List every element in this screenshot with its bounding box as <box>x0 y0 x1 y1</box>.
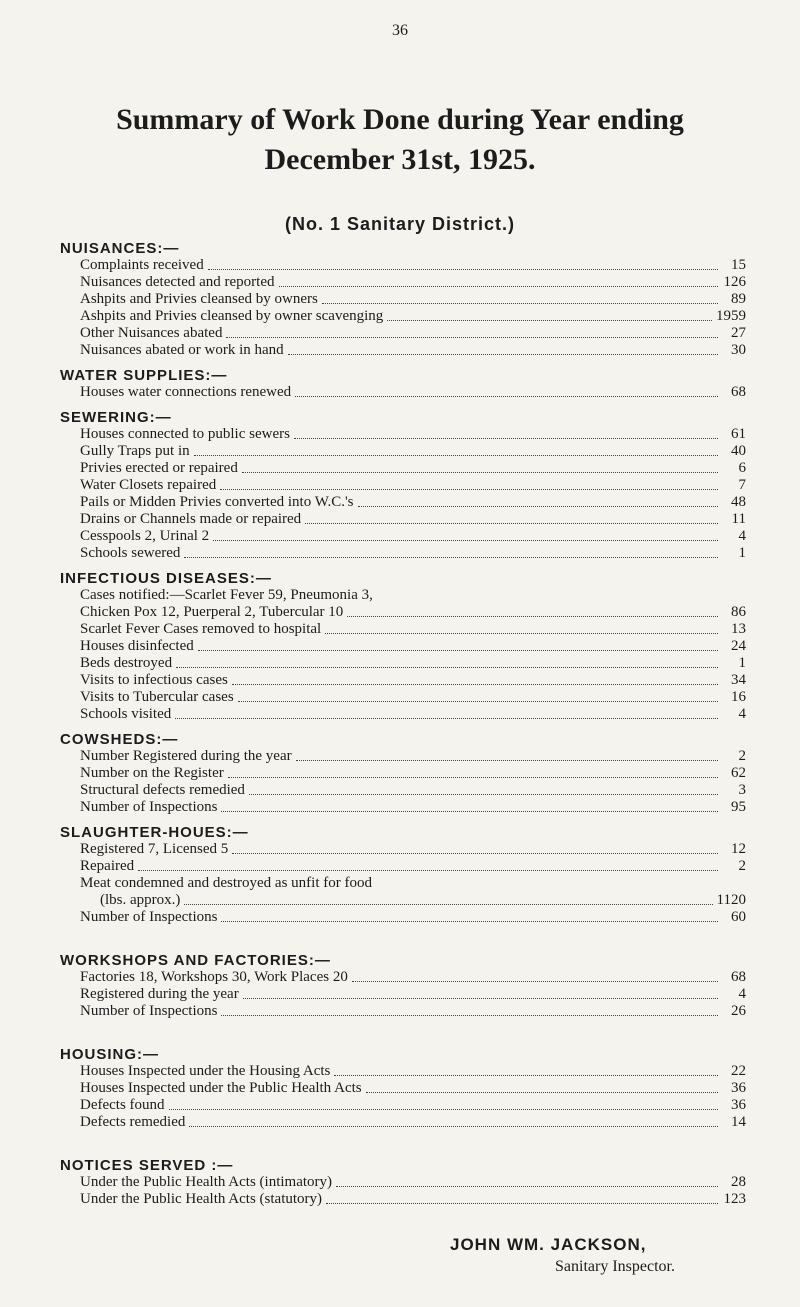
list-item <box>80 443 746 460</box>
dot-leader <box>295 386 718 397</box>
list-item <box>80 689 746 706</box>
section-items <box>80 1174 746 1208</box>
section-infectious-diseases <box>60 570 746 723</box>
dot-leader <box>176 657 718 668</box>
dot-leader <box>198 640 718 651</box>
item-label: Number on the Register <box>80 765 224 781</box>
item-value: 1120 <box>716 892 746 908</box>
item-label: Registered during the year <box>80 986 239 1002</box>
dot-leader <box>294 428 718 439</box>
item-label: Registered 7, Licensed 5 <box>80 841 229 857</box>
dot-leader <box>279 276 719 287</box>
item-label: Other Nuisances abated <box>80 325 223 341</box>
list-item <box>80 325 746 342</box>
item-label: Number of Inspections <box>80 909 218 925</box>
list-item <box>80 545 746 562</box>
list-item <box>80 782 746 799</box>
list-item <box>80 1080 746 1097</box>
item-value: 34 <box>731 672 746 688</box>
dot-leader <box>288 344 718 355</box>
dot-leader <box>249 784 718 795</box>
item-label: Gully Traps put in <box>80 443 190 459</box>
dot-leader <box>232 843 718 854</box>
dot-leader <box>213 530 718 541</box>
item-value: 126 <box>723 274 746 290</box>
section-items <box>80 841 746 926</box>
item-value: 62 <box>731 765 746 781</box>
item-value: 4 <box>738 706 746 722</box>
item-label: Houses water connections renewed <box>80 384 292 400</box>
item-label: Number of Inspections <box>80 1003 218 1019</box>
dot-leader <box>208 259 718 270</box>
dot-leader <box>334 1065 718 1076</box>
item-label: Ashpits and Privies cleansed by owners <box>80 291 318 307</box>
item-value: 36 <box>731 1097 746 1113</box>
item-value: 123 <box>723 1191 746 1207</box>
list-item <box>80 426 746 443</box>
signature-name: JOHN WM. JACKSON, <box>450 1235 647 1254</box>
item-label: Factories 18, Workshops 30, Work Places 20 <box>80 969 348 985</box>
dot-leader <box>221 911 718 922</box>
dot-leader <box>242 462 718 473</box>
item-label: Nuisances abated or work in hand <box>80 342 284 358</box>
item-value: 3 <box>738 782 746 798</box>
dot-leader <box>347 606 718 617</box>
dot-leader <box>221 801 718 812</box>
item-value: 4 <box>738 528 746 544</box>
list-item <box>80 1174 746 1191</box>
list-item <box>80 969 746 986</box>
item-label: Visits to infectious cases <box>80 672 228 688</box>
item-value: 6 <box>738 460 746 476</box>
list-item <box>80 765 746 782</box>
section-items <box>80 587 746 723</box>
list-item <box>80 1063 746 1080</box>
section-heading: HOUSING:— <box>60 1046 159 1063</box>
dot-leader <box>169 1099 718 1110</box>
item-value: 11 <box>731 511 746 527</box>
dot-leader <box>336 1176 718 1187</box>
section-heading: SLAUGHTER-HOUES:— <box>60 824 249 841</box>
item-value: 61 <box>731 426 746 442</box>
section-heading: COWSHEDS:— <box>60 731 179 748</box>
page-number: 36 <box>392 22 408 39</box>
section-heading: WORKSHOPS AND FACTORIES:— <box>60 952 331 969</box>
item-value: 28 <box>731 1174 746 1190</box>
list-item <box>80 342 746 359</box>
section-notices-served <box>60 1157 746 1208</box>
item-label: Schools sewered <box>80 545 181 561</box>
section-items <box>80 748 746 816</box>
item-value: 1 <box>738 545 746 561</box>
dot-leader <box>352 971 718 982</box>
dot-leader <box>138 860 718 871</box>
item-label: Ashpits and Privies cleansed by owner scavenging <box>80 308 384 324</box>
section-heading: NUISANCES:— <box>60 240 180 257</box>
list-item <box>80 986 746 1003</box>
section-cowsheds <box>60 731 746 816</box>
list-item <box>80 858 746 875</box>
item-value: 2 <box>738 858 746 874</box>
dot-leader <box>325 623 718 634</box>
list-item <box>80 257 746 274</box>
item-value: 27 <box>731 325 746 341</box>
dot-leader <box>322 293 718 304</box>
section-items <box>80 1063 746 1131</box>
item-value: 4 <box>738 986 746 1002</box>
list-item <box>80 477 746 494</box>
list-item <box>80 841 746 858</box>
list-item <box>80 1003 746 1020</box>
item-label: Number Registered during the year <box>80 748 292 764</box>
dot-leader <box>184 547 718 558</box>
item-value: 22 <box>731 1063 746 1079</box>
section-heading: INFECTIOUS DISEASES:— <box>60 570 272 587</box>
signature-title: Sanitary Inspector. <box>555 1258 675 1275</box>
dot-leader <box>296 750 718 761</box>
dot-leader <box>238 691 718 702</box>
list-item <box>80 511 746 528</box>
dot-leader <box>221 1005 718 1016</box>
item-label: Houses Inspected under the Public Health Acts <box>80 1080 362 1096</box>
item-label: Repaired <box>80 858 135 874</box>
dot-leader <box>175 708 718 719</box>
item-value: 24 <box>731 638 746 654</box>
list-item <box>80 909 746 926</box>
item-label: Number of Inspections <box>80 799 218 815</box>
dot-leader <box>326 1193 718 1204</box>
section-heading: WATER SUPPLIES:— <box>60 367 228 384</box>
list-item <box>80 528 746 545</box>
dot-leader <box>194 445 718 456</box>
multiline-item-line: Meat condemned and destroyed as unfit for food <box>80 875 372 891</box>
section-heading: SEWERING:— <box>60 409 172 426</box>
section-workshops-factories <box>60 952 746 1020</box>
item-value: 68 <box>731 969 746 985</box>
section-housing <box>60 1046 746 1131</box>
dot-leader <box>243 988 718 999</box>
item-value: 1 <box>738 655 746 671</box>
item-label: Water Closets repaired <box>80 477 217 493</box>
list-item <box>80 274 746 291</box>
list-item <box>80 672 746 689</box>
item-value: 40 <box>731 443 746 459</box>
list-item <box>80 384 746 401</box>
list-item <box>80 1114 746 1131</box>
dot-leader <box>184 894 712 905</box>
dot-leader <box>305 513 718 524</box>
list-item <box>80 308 746 325</box>
item-value: 1959 <box>716 308 746 324</box>
item-value: 95 <box>731 799 746 815</box>
item-label: Scarlet Fever Cases removed to hospital <box>80 621 322 637</box>
item-label: Under the Public Health Acts (intimatory) <box>80 1174 333 1190</box>
item-label: Beds destroyed <box>80 655 173 671</box>
list-item <box>80 1097 746 1114</box>
section-heading: NOTICES SERVED :— <box>60 1157 234 1174</box>
section-items <box>80 384 746 401</box>
summary-body <box>60 240 746 1208</box>
list-item <box>80 892 746 909</box>
item-value: 13 <box>731 621 746 637</box>
dot-leader <box>232 674 718 685</box>
item-label: Houses connected to public sewers <box>80 426 290 442</box>
dot-leader <box>226 327 718 338</box>
page-title-line-1: Summary of Work Done during Year ending <box>116 103 684 136</box>
list-item <box>80 494 746 511</box>
item-value: 2 <box>738 748 746 764</box>
item-value: 68 <box>731 384 746 400</box>
section-items <box>80 257 746 359</box>
item-value: 26 <box>731 1003 746 1019</box>
list-item <box>80 460 746 477</box>
item-label: Defects remedied <box>80 1114 186 1130</box>
list-item <box>80 621 746 638</box>
dot-leader <box>228 767 718 778</box>
section-slaughter-houses <box>60 824 746 926</box>
item-label: Nuisances detected and reported <box>80 274 275 290</box>
list-item <box>80 799 746 816</box>
item-label: Pails or Midden Privies converted into W.C.'s <box>80 494 354 510</box>
dot-leader <box>358 496 718 507</box>
item-value: 89 <box>731 291 746 307</box>
dot-leader <box>220 479 718 490</box>
list-item <box>80 604 746 621</box>
item-value: 7 <box>738 477 746 493</box>
list-item <box>80 706 746 723</box>
dot-leader <box>366 1082 718 1093</box>
section-items <box>80 426 746 562</box>
item-label: Defects found <box>80 1097 165 1113</box>
list-item <box>80 638 746 655</box>
section-nuisances <box>60 240 746 359</box>
item-label: Drains or Channels made or repaired <box>80 511 302 527</box>
item-label: Under the Public Health Acts (statutory) <box>80 1191 323 1207</box>
page-title-line-2: December 31st, 1925. <box>264 143 536 176</box>
section-sewering <box>60 409 746 562</box>
item-label: Privies erected or repaired <box>80 460 238 476</box>
list-item <box>80 1191 746 1208</box>
item-value: 60 <box>731 909 746 925</box>
item-value: 15 <box>731 257 746 273</box>
item-value: 48 <box>731 494 746 510</box>
item-label: Schools visited <box>80 706 172 722</box>
item-value: 12 <box>731 841 746 857</box>
item-value: 30 <box>731 342 746 358</box>
item-value: 16 <box>731 689 746 705</box>
list-item <box>80 655 746 672</box>
district-subtitle: (No. 1 Sanitary District.) <box>284 214 516 234</box>
item-label: Cesspools 2, Urinal 2 <box>80 528 210 544</box>
item-label: Houses Inspected under the Housing Acts <box>80 1063 331 1079</box>
multiline-item-line: Cases notified:—Scarlet Fever 59, Pneumonia 3, <box>80 587 373 603</box>
item-label: Houses disinfected <box>80 638 194 654</box>
section-water-supplies <box>60 367 746 401</box>
item-value: 14 <box>731 1114 746 1130</box>
item-label: Visits to Tubercular cases <box>80 689 234 705</box>
list-item <box>80 291 746 308</box>
item-label: Chicken Pox 12, Puerperal 2, Tubercular 10 <box>80 604 344 620</box>
item-value: 36 <box>731 1080 746 1096</box>
item-label: (lbs. approx.) <box>100 892 181 908</box>
section-items <box>80 969 746 1020</box>
item-value: 86 <box>731 604 746 620</box>
list-item <box>80 748 746 765</box>
item-label: Structural defects remedied <box>80 782 245 798</box>
item-label: Complaints received <box>80 257 204 273</box>
dot-leader <box>189 1116 718 1127</box>
dot-leader <box>387 310 712 321</box>
